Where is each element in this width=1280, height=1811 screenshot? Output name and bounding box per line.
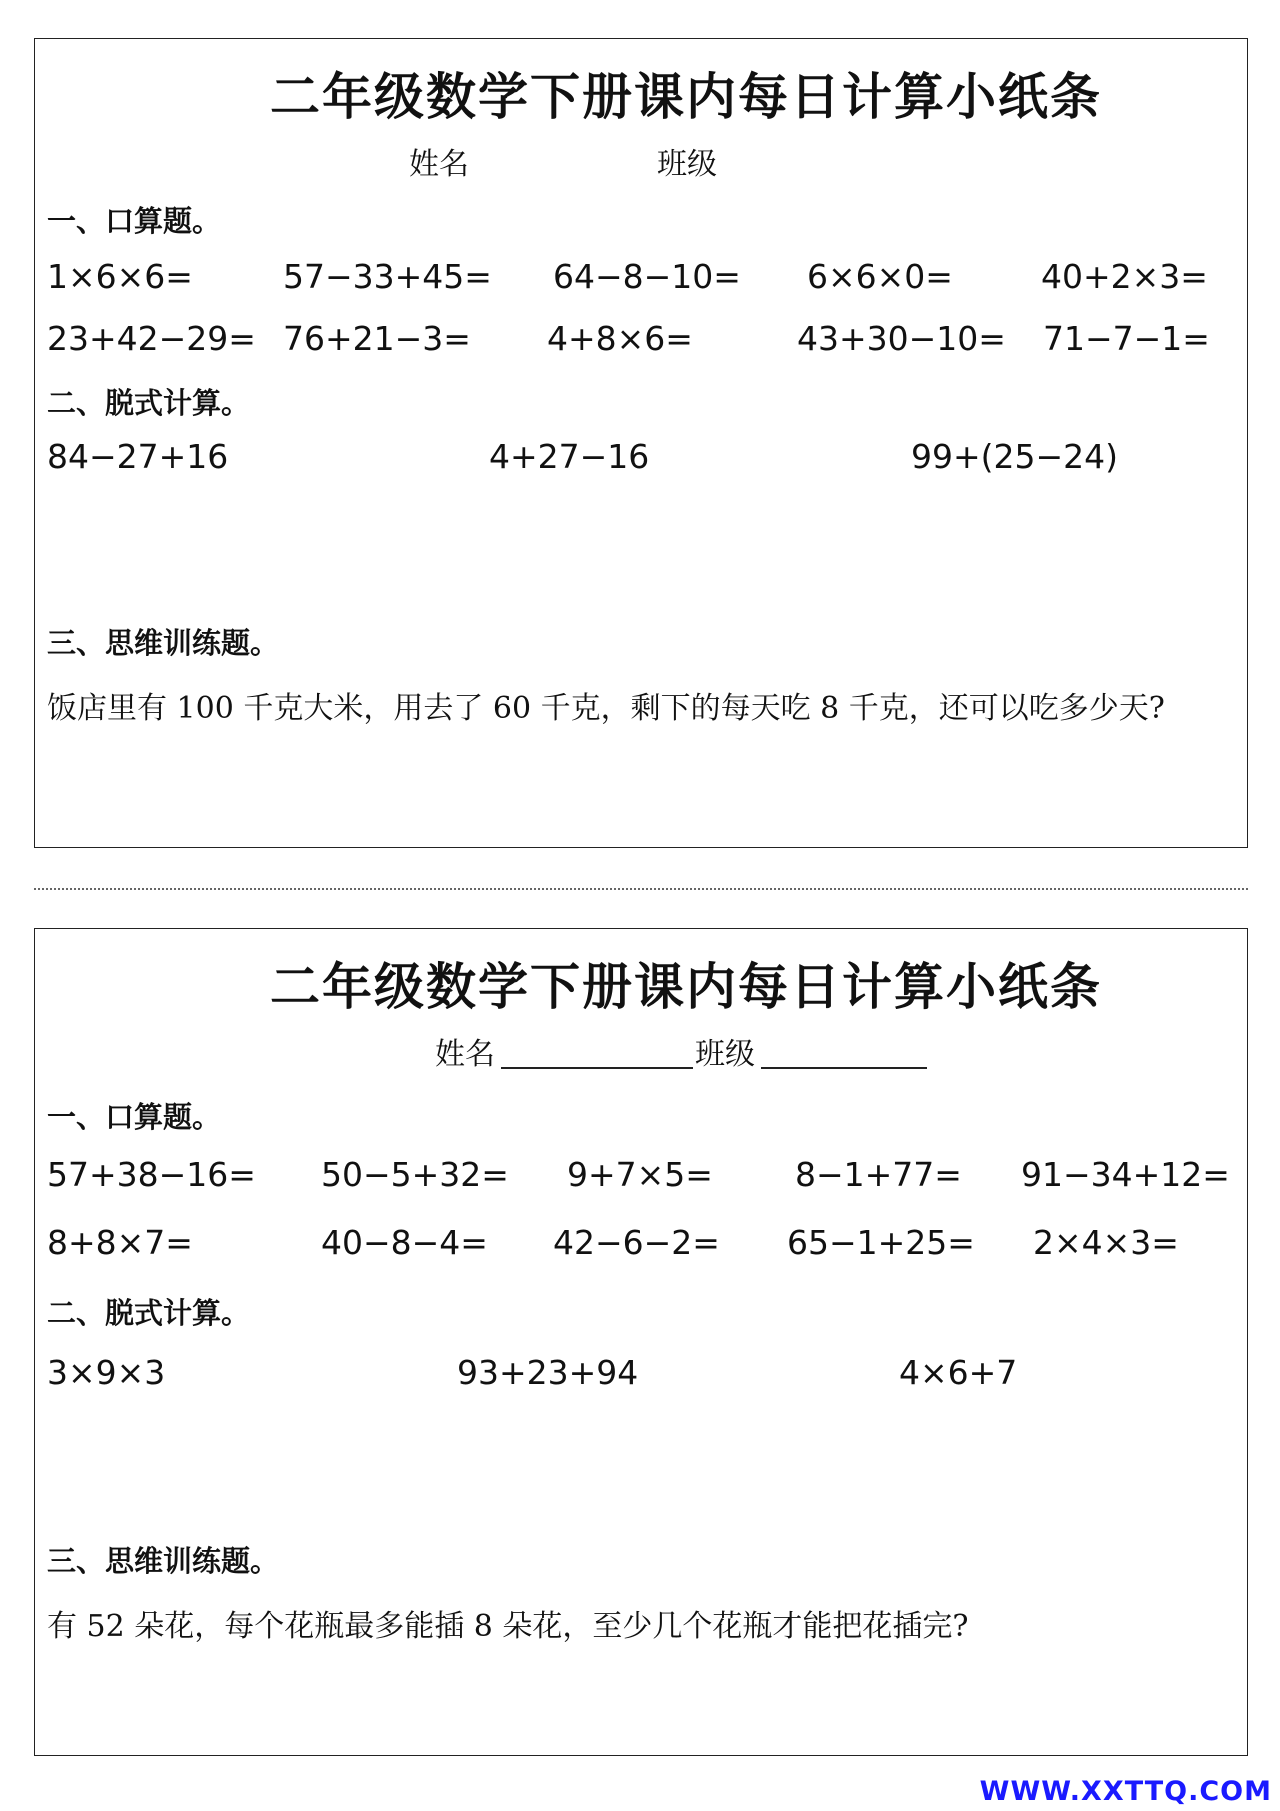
oral-problem: 4+8×6= <box>547 319 693 358</box>
section-oral-heading: 一、口算题。 <box>47 204 222 238</box>
oral-problem: 8+8×7= <box>47 1223 193 1262</box>
cut-line <box>34 888 1248 890</box>
oral-problem: 91−34+12= <box>1021 1155 1230 1194</box>
oral-problem: 9+7×5= <box>567 1155 713 1194</box>
oral-problem: 71−7−1= <box>1043 319 1210 358</box>
oral-problem: 50−5+32= <box>321 1155 509 1194</box>
oral-problem: 40+2×3= <box>1041 257 1208 296</box>
class-label: 班级 <box>695 1037 755 1072</box>
stepwise-problem: 84−27+16 <box>47 437 229 476</box>
class-blank <box>761 1031 927 1069</box>
oral-problem: 23+42−29= <box>47 319 256 358</box>
oral-problem: 8−1+77= <box>795 1155 962 1194</box>
section-stepwise-heading: 二、脱式计算。 <box>47 1296 251 1330</box>
oral-problem: 43+30−10= <box>797 319 1006 358</box>
oral-problem: 42−6−2= <box>553 1223 720 1262</box>
oral-problem: 2×4×3= <box>1033 1223 1179 1262</box>
stepwise-problem: 4+27−16 <box>489 437 650 476</box>
oral-problem: 65−1+25= <box>787 1223 975 1262</box>
oral-problem: 1×6×6= <box>47 257 193 296</box>
worksheet-title: 二年级数学下册课内每日计算小纸条 <box>270 957 1102 1016</box>
site-watermark: WWW.XXTTQ.COM <box>979 1776 1272 1807</box>
stepwise-problem: 4×6+7 <box>899 1353 1018 1392</box>
name-label: 姓名 <box>435 1037 495 1072</box>
oral-problem: 6×6×0= <box>807 257 953 296</box>
oral-problem: 76+21−3= <box>283 319 471 358</box>
name-blank <box>501 1031 693 1069</box>
name-label: 姓名 <box>409 147 469 182</box>
stepwise-problem: 93+23+94 <box>457 1353 639 1392</box>
worksheet-title: 二年级数学下册课内每日计算小纸条 <box>270 67 1102 126</box>
thinking-problem: 有 52 朵花，每个花瓶最多能插 8 朵花，至少几个花瓶才能把花插完? <box>47 1609 969 1644</box>
section-stepwise-heading: 二、脱式计算。 <box>47 386 251 420</box>
worksheet-card-1 <box>34 38 1248 848</box>
stepwise-problem: 99+(25−24) <box>911 437 1119 476</box>
section-thinking-heading: 三、思维训练题。 <box>47 1544 280 1578</box>
stepwise-problem: 3×9×3 <box>47 1353 166 1392</box>
section-thinking-heading: 三、思维训练题。 <box>47 626 280 660</box>
thinking-problem: 饭店里有 100 千克大米，用去了 60 千克，剩下的每天吃 8 千克，还可以吃多少天? <box>47 691 1165 726</box>
worksheet-card-2 <box>34 928 1248 1756</box>
class-label: 班级 <box>657 147 717 182</box>
oral-problem: 64−8−10= <box>553 257 741 296</box>
section-oral-heading: 一、口算题。 <box>47 1100 222 1134</box>
oral-problem: 57−33+45= <box>283 257 492 296</box>
oral-problem: 40−8−4= <box>321 1223 488 1262</box>
oral-problem: 57+38−16= <box>47 1155 256 1194</box>
